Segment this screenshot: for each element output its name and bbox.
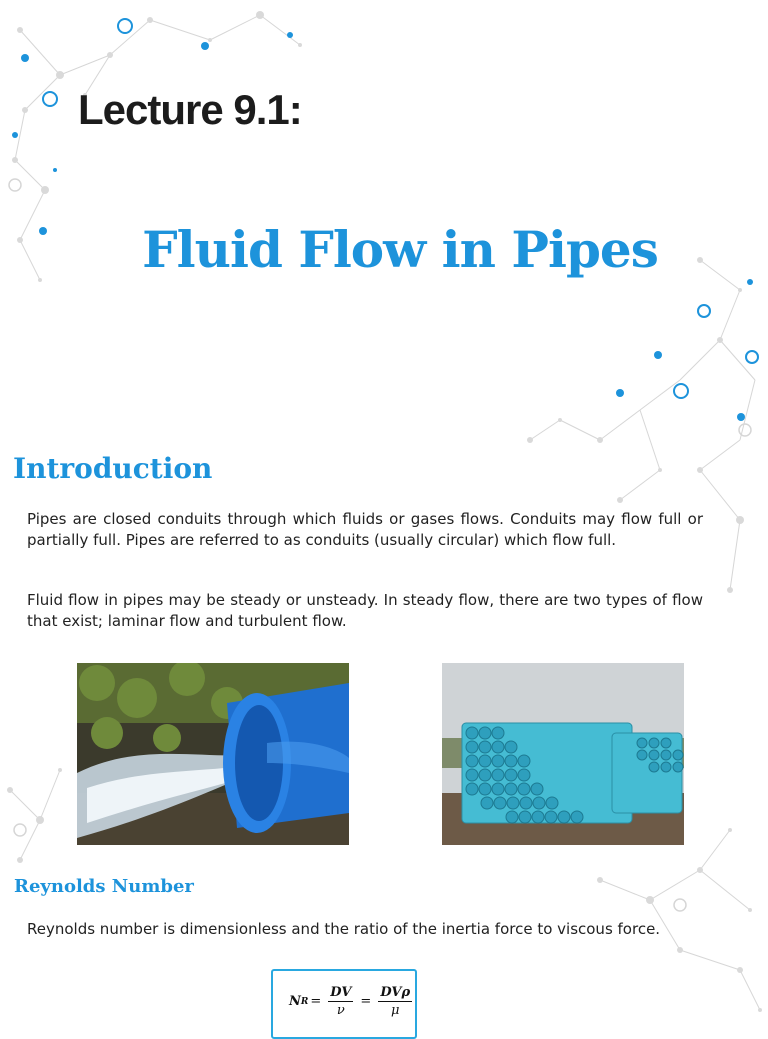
introduction-paragraph-2: Fluid flow in pipes may be steady or unsteady. In steady flow, there are two types of flow that exist; laminar flow and turbulent flow.	[27, 591, 703, 630]
fraction-1-numerator: DV	[330, 985, 352, 1000]
lecture-label: Lecture 9.1:	[78, 86, 302, 133]
fraction-2-denominator: μ	[390, 1003, 400, 1018]
fraction-1-denominator: ν	[336, 1003, 345, 1018]
formula-equals-1: =	[310, 994, 322, 1009]
fraction-2-numerator: DVρ	[380, 985, 411, 1000]
reynolds-formula-box	[271, 969, 417, 1039]
formula-lhs: N	[289, 994, 301, 1009]
formula-fraction-1	[328, 985, 353, 1018]
reynolds-number-heading: Reynolds Number	[14, 876, 194, 897]
pvc-pipes-stack-photo	[442, 663, 684, 845]
reynolds-paragraph: Reynolds number is dimensionless and the ratio of the inertia force to viscous force.	[27, 920, 661, 938]
formula-fraction-2	[378, 985, 412, 1018]
reynolds-formula	[289, 985, 417, 1018]
formula-lhs-subscript: R	[300, 996, 309, 1007]
page-title: Fluid Flow in Pipes	[142, 220, 658, 279]
water-pipe-photo	[77, 663, 349, 845]
introduction-paragraph-1: Pipes are closed conduits through which fluids or gases flows. Conduits may flow full or partially full. Pipes are referred to as conduits (usually circular) which flow full.	[27, 510, 703, 549]
formula-equals-2: =	[360, 994, 372, 1009]
introduction-heading: Introduction	[13, 452, 213, 485]
